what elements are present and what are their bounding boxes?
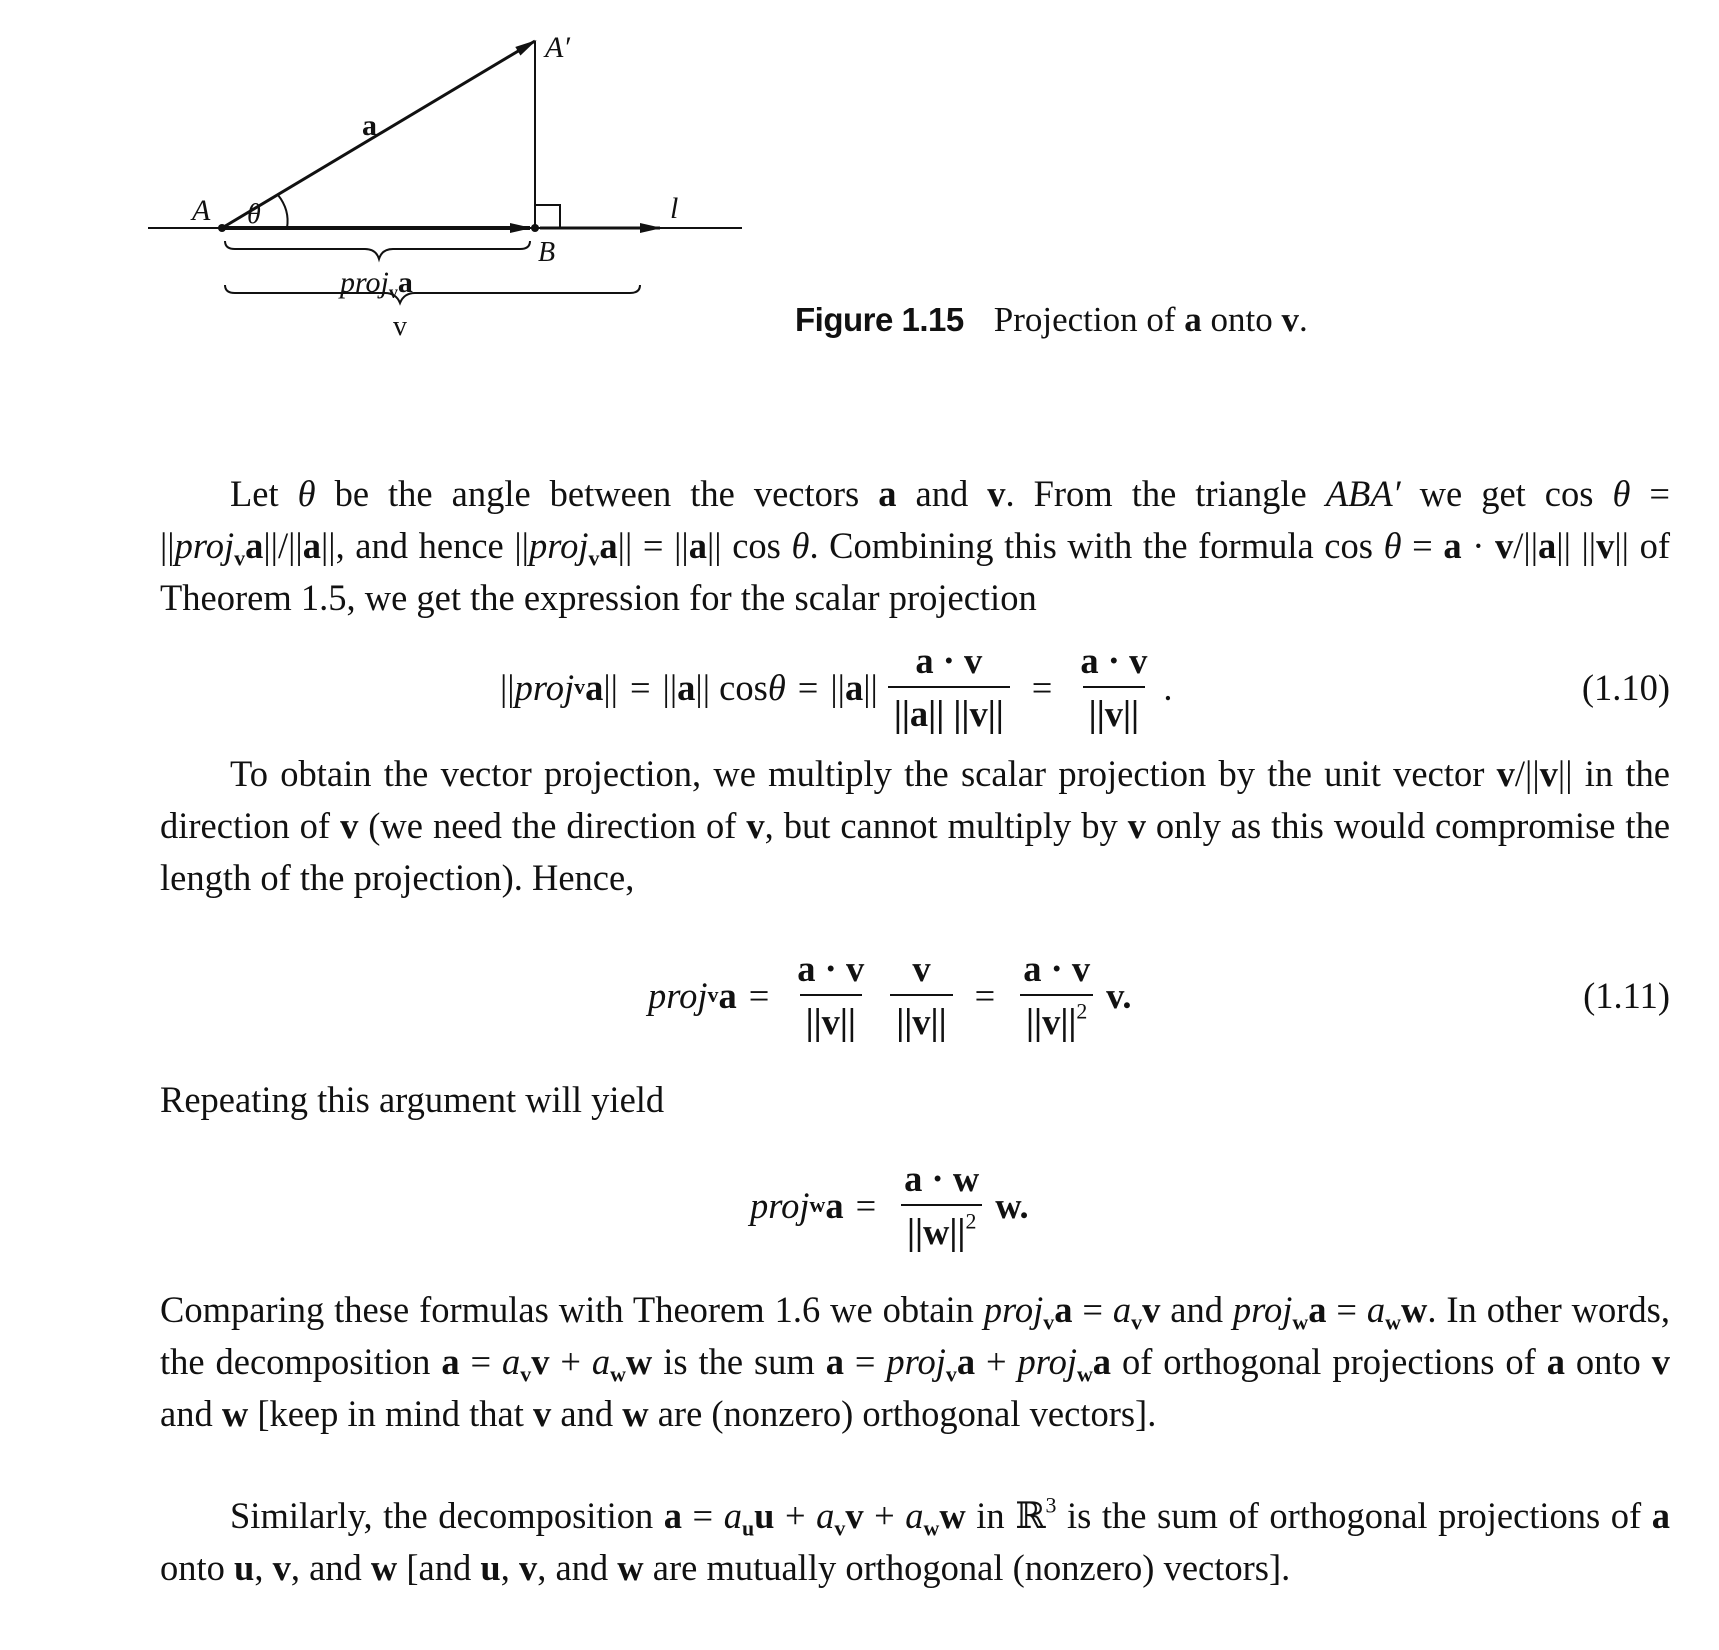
vector-a: a [663, 1495, 683, 1536]
caption-bold-a: a [1184, 300, 1202, 339]
vector-w: w [221, 1393, 249, 1434]
label-v: v [393, 311, 407, 342]
caption-text-2: onto [1201, 300, 1282, 339]
coef-a: a [723, 1495, 742, 1536]
paragraph-comparing [160, 1284, 1670, 1440]
vector-a: a [1054, 1289, 1073, 1330]
text: To obtain the vector projection, we multiply the scalar projection by the unit vector [230, 753, 1497, 794]
text: is the sum [652, 1341, 826, 1382]
text: ||/|| [263, 525, 303, 566]
text: , and [290, 1547, 371, 1588]
label-l: l [670, 192, 679, 225]
text: be the angle between the vectors [315, 473, 879, 514]
sub-v: v [834, 1515, 846, 1541]
text: are (nonzero) orthogonal vectors]. [648, 1393, 1157, 1434]
vector-v: v [272, 1547, 291, 1588]
real-numbers-symbol: ℝ [1015, 1495, 1046, 1536]
fraction [1017, 947, 1096, 1043]
denominator: ||v|| [1088, 693, 1140, 734]
text: onto [160, 1547, 235, 1588]
point-A [218, 224, 226, 232]
theta: θ [767, 666, 786, 708]
point-B [531, 224, 539, 232]
norm-bar: || [830, 666, 845, 708]
sub-v: v [234, 545, 246, 571]
vector-v: v [340, 805, 359, 846]
coef-a: a [1366, 1289, 1386, 1330]
text: /|| [1514, 753, 1540, 794]
vector-a: a [825, 1341, 844, 1382]
proj: proj [648, 974, 708, 1016]
vector-a: a [599, 525, 618, 566]
sub-v: v [1043, 1309, 1055, 1335]
vector-v: v [1651, 1341, 1670, 1382]
text: = [843, 1341, 887, 1382]
label-proj [338, 266, 413, 302]
vector-a: a [718, 974, 737, 1016]
sub-w: w [809, 1192, 826, 1217]
vector-a: a [688, 525, 707, 566]
text: Let [230, 473, 298, 514]
sub-v: v [945, 1361, 957, 1387]
equation-1-10 [160, 632, 1670, 742]
vector-v: v [531, 1341, 550, 1382]
text: is the sum of orthogonal projections of [1056, 1495, 1652, 1536]
caption-bold-v: v [1281, 300, 1299, 339]
numerator: a · v [915, 640, 983, 681]
exponent: 3 [1045, 1492, 1057, 1518]
sub-w: w [610, 1361, 626, 1387]
proj: proj [750, 1184, 810, 1226]
paragraph-repeating [160, 1074, 1670, 1126]
text: + [549, 1341, 592, 1382]
vector-a: a [677, 666, 696, 708]
projection-diagram [140, 15, 760, 345]
proj: proj [886, 1341, 946, 1382]
exponent: 2 [965, 1208, 977, 1234]
text: Comparing these formulas with Theorem 1.6 we obtain [160, 1289, 984, 1330]
equation-proj-w [160, 1150, 1670, 1260]
fraction [791, 947, 870, 1043]
text: = [1072, 1289, 1113, 1330]
sub-w: w [923, 1515, 940, 1541]
text: are mutually orthogonal (nonzero) vectors]. [643, 1547, 1291, 1588]
text: ||, and hence || [320, 525, 529, 566]
projection-figure [140, 15, 760, 345]
text: /|| [1513, 525, 1539, 566]
sub-v: v [1131, 1309, 1143, 1335]
vector-a: a [1546, 1341, 1565, 1382]
label-B: B [538, 237, 556, 268]
coef-a: a [502, 1341, 521, 1382]
vector-v: v [518, 1547, 538, 1588]
equals: = [748, 974, 770, 1016]
text: and [160, 1393, 222, 1434]
equation-body [750, 1150, 1029, 1260]
vector-a: a [956, 1341, 976, 1382]
norm-bar: || [500, 666, 515, 708]
figure-number: Figure 1.15 [795, 301, 964, 338]
vector-v: v [1495, 525, 1514, 566]
theta: θ [791, 525, 810, 566]
label-proj-prefix: proj [340, 266, 389, 299]
denominator: ||v|| [1026, 1001, 1077, 1042]
text: [and [397, 1547, 481, 1588]
fraction [888, 639, 1010, 735]
denominator: ||w|| [906, 1211, 966, 1252]
right-angle-marker [535, 205, 560, 228]
text: and [896, 473, 988, 514]
period: . [1163, 666, 1173, 708]
text: + [975, 1341, 1018, 1382]
triangle-name: ABA′ [1325, 473, 1401, 514]
sub-v: v [520, 1361, 532, 1387]
vector-w: w [625, 1341, 653, 1382]
coef-a: a [905, 1495, 924, 1536]
brace-proj [225, 241, 530, 259]
text: || of Theorem 1.5, we get the expression for the scalar projection [160, 525, 1671, 618]
numerator: a · w [904, 1158, 980, 1199]
vector-w: w [939, 1495, 966, 1536]
text: + [774, 1495, 817, 1536]
proj: proj [528, 525, 589, 566]
angle-arc [278, 195, 288, 228]
text: (we need the direction of [358, 805, 747, 846]
fraction [898, 1157, 985, 1253]
equation-1-11 [160, 940, 1670, 1050]
sub-v: v [574, 674, 586, 699]
text: of orthogonal projections of [1111, 1341, 1547, 1382]
proj: proj [1017, 1341, 1077, 1382]
paragraph-similarly [160, 1490, 1670, 1594]
numerator: a · v [1023, 948, 1091, 989]
coef-a: a [591, 1341, 611, 1382]
vector-w: w [370, 1547, 398, 1588]
coef-a: a [816, 1495, 835, 1536]
vector-v: v [845, 1495, 864, 1536]
numerator: a · v [797, 948, 865, 989]
vector-v: v [987, 473, 1006, 514]
text: = [682, 1495, 724, 1536]
proj: proj [514, 666, 575, 708]
text: we get cos [1400, 473, 1613, 514]
text: [keep in mind that [248, 1393, 534, 1434]
text: onto [1564, 1341, 1652, 1382]
caption-text-1: Projection of [993, 300, 1185, 339]
theta: θ [1383, 525, 1402, 566]
denominator: ||a|| ||v|| [893, 693, 1004, 734]
norm-bar: || [662, 666, 678, 708]
vector-u: u [234, 1547, 255, 1588]
norm-bar: || [603, 666, 618, 708]
vector-a: a [825, 1184, 844, 1226]
caption-text-3: . [1299, 300, 1308, 339]
sub-v: v [588, 545, 600, 571]
denominator: ||v|| [896, 1001, 947, 1042]
label-vector-a: a [362, 109, 377, 142]
exponent: 2 [1076, 998, 1088, 1024]
text: = || [160, 473, 1670, 566]
sub-u: u [741, 1515, 755, 1541]
norm-bar: || [863, 666, 878, 708]
vector-w: w [1400, 1289, 1428, 1330]
coef-a: a [1112, 1289, 1132, 1330]
vector-a: a [1092, 1341, 1112, 1382]
label-A-prime: A′ [545, 31, 570, 64]
vector-a: a [302, 525, 321, 566]
text: . In other words, the decomposition [160, 1289, 1670, 1382]
sub-v: v [707, 982, 719, 1007]
text: . From the triangle [1005, 473, 1326, 514]
sub-w: w [1292, 1309, 1309, 1335]
text: || cos [706, 525, 792, 566]
numerator: a · v [1080, 640, 1148, 681]
vector-a: a [585, 666, 604, 708]
text: Similarly, the decomposition [230, 1495, 664, 1536]
text: only as this would compromise the length of the projection). Hence, [160, 805, 1671, 898]
denominator: ||v|| [805, 1001, 856, 1042]
label-theta: θ [247, 199, 261, 230]
vector-a: a [1651, 1495, 1671, 1536]
vector-a-arrow [222, 41, 535, 228]
vector-v: v [746, 805, 765, 846]
equals: = [629, 666, 651, 708]
vector-u: u [480, 1547, 501, 1588]
equation-number: (1.11) [1583, 974, 1670, 1016]
text: , and [537, 1547, 618, 1588]
equation-body [500, 632, 1172, 742]
sub-w: w [1385, 1309, 1401, 1335]
sub-w: w [1076, 1361, 1093, 1387]
text: || || [1556, 525, 1597, 566]
text: || cos [695, 666, 768, 708]
vector-a: a [878, 473, 897, 514]
vector-a: a [1308, 1289, 1327, 1330]
vector-v: v [1496, 753, 1515, 794]
text: + [863, 1495, 906, 1536]
proj: proj [174, 525, 235, 566]
vector-u: u [754, 1495, 775, 1536]
equation-number: (1.10) [1581, 666, 1670, 708]
vector-a: a [844, 666, 864, 708]
text: and [551, 1393, 623, 1434]
brace-v [225, 285, 640, 303]
text: and [1160, 1289, 1233, 1330]
vector-v: v. [1106, 974, 1132, 1016]
proj: proj [1232, 1289, 1293, 1330]
vector-w: w [617, 1547, 644, 1588]
vector-w: w. [995, 1184, 1029, 1226]
fraction [1074, 639, 1153, 735]
vector-v: v [533, 1393, 552, 1434]
text: , [500, 1547, 519, 1588]
text: . Combining this with the formula cos [809, 525, 1384, 566]
text: = [1401, 525, 1444, 566]
text: || in the direction of [160, 753, 1670, 846]
numerator: v [912, 948, 931, 989]
vector-a: a [245, 525, 264, 566]
text: · [1461, 525, 1495, 566]
equals: = [797, 666, 819, 708]
vector-a: a [1443, 525, 1462, 566]
theta: θ [1612, 473, 1631, 514]
label-A: A [192, 194, 211, 227]
vector-v: v [1539, 753, 1558, 794]
fraction [890, 947, 952, 1043]
text: , but cannot multiply by [764, 805, 1128, 846]
text: || = || [617, 525, 689, 566]
text: = [459, 1341, 502, 1382]
label-proj-vec: a [397, 266, 413, 299]
equals: = [1031, 666, 1053, 708]
paragraph-scalar-projection [160, 468, 1670, 624]
text: = [1326, 1289, 1367, 1330]
theta: θ [297, 473, 316, 514]
vector-a: a [1538, 525, 1557, 566]
vector-v: v [1127, 805, 1146, 846]
equals: = [855, 1184, 877, 1226]
label-proj-sub: v [388, 282, 398, 302]
vector-w: w [622, 1393, 649, 1434]
equation-body [648, 940, 1132, 1050]
text: Repeating this argument will yield [160, 1079, 665, 1120]
proj: proj [983, 1289, 1044, 1330]
text: , [254, 1547, 273, 1588]
vector-v: v [1142, 1289, 1161, 1330]
text: in [965, 1495, 1016, 1536]
paragraph-vector-projection [160, 748, 1670, 904]
vector-v: v [1596, 525, 1615, 566]
figure-caption [795, 300, 1308, 340]
equals: = [974, 974, 996, 1016]
vector-a: a [441, 1341, 460, 1382]
